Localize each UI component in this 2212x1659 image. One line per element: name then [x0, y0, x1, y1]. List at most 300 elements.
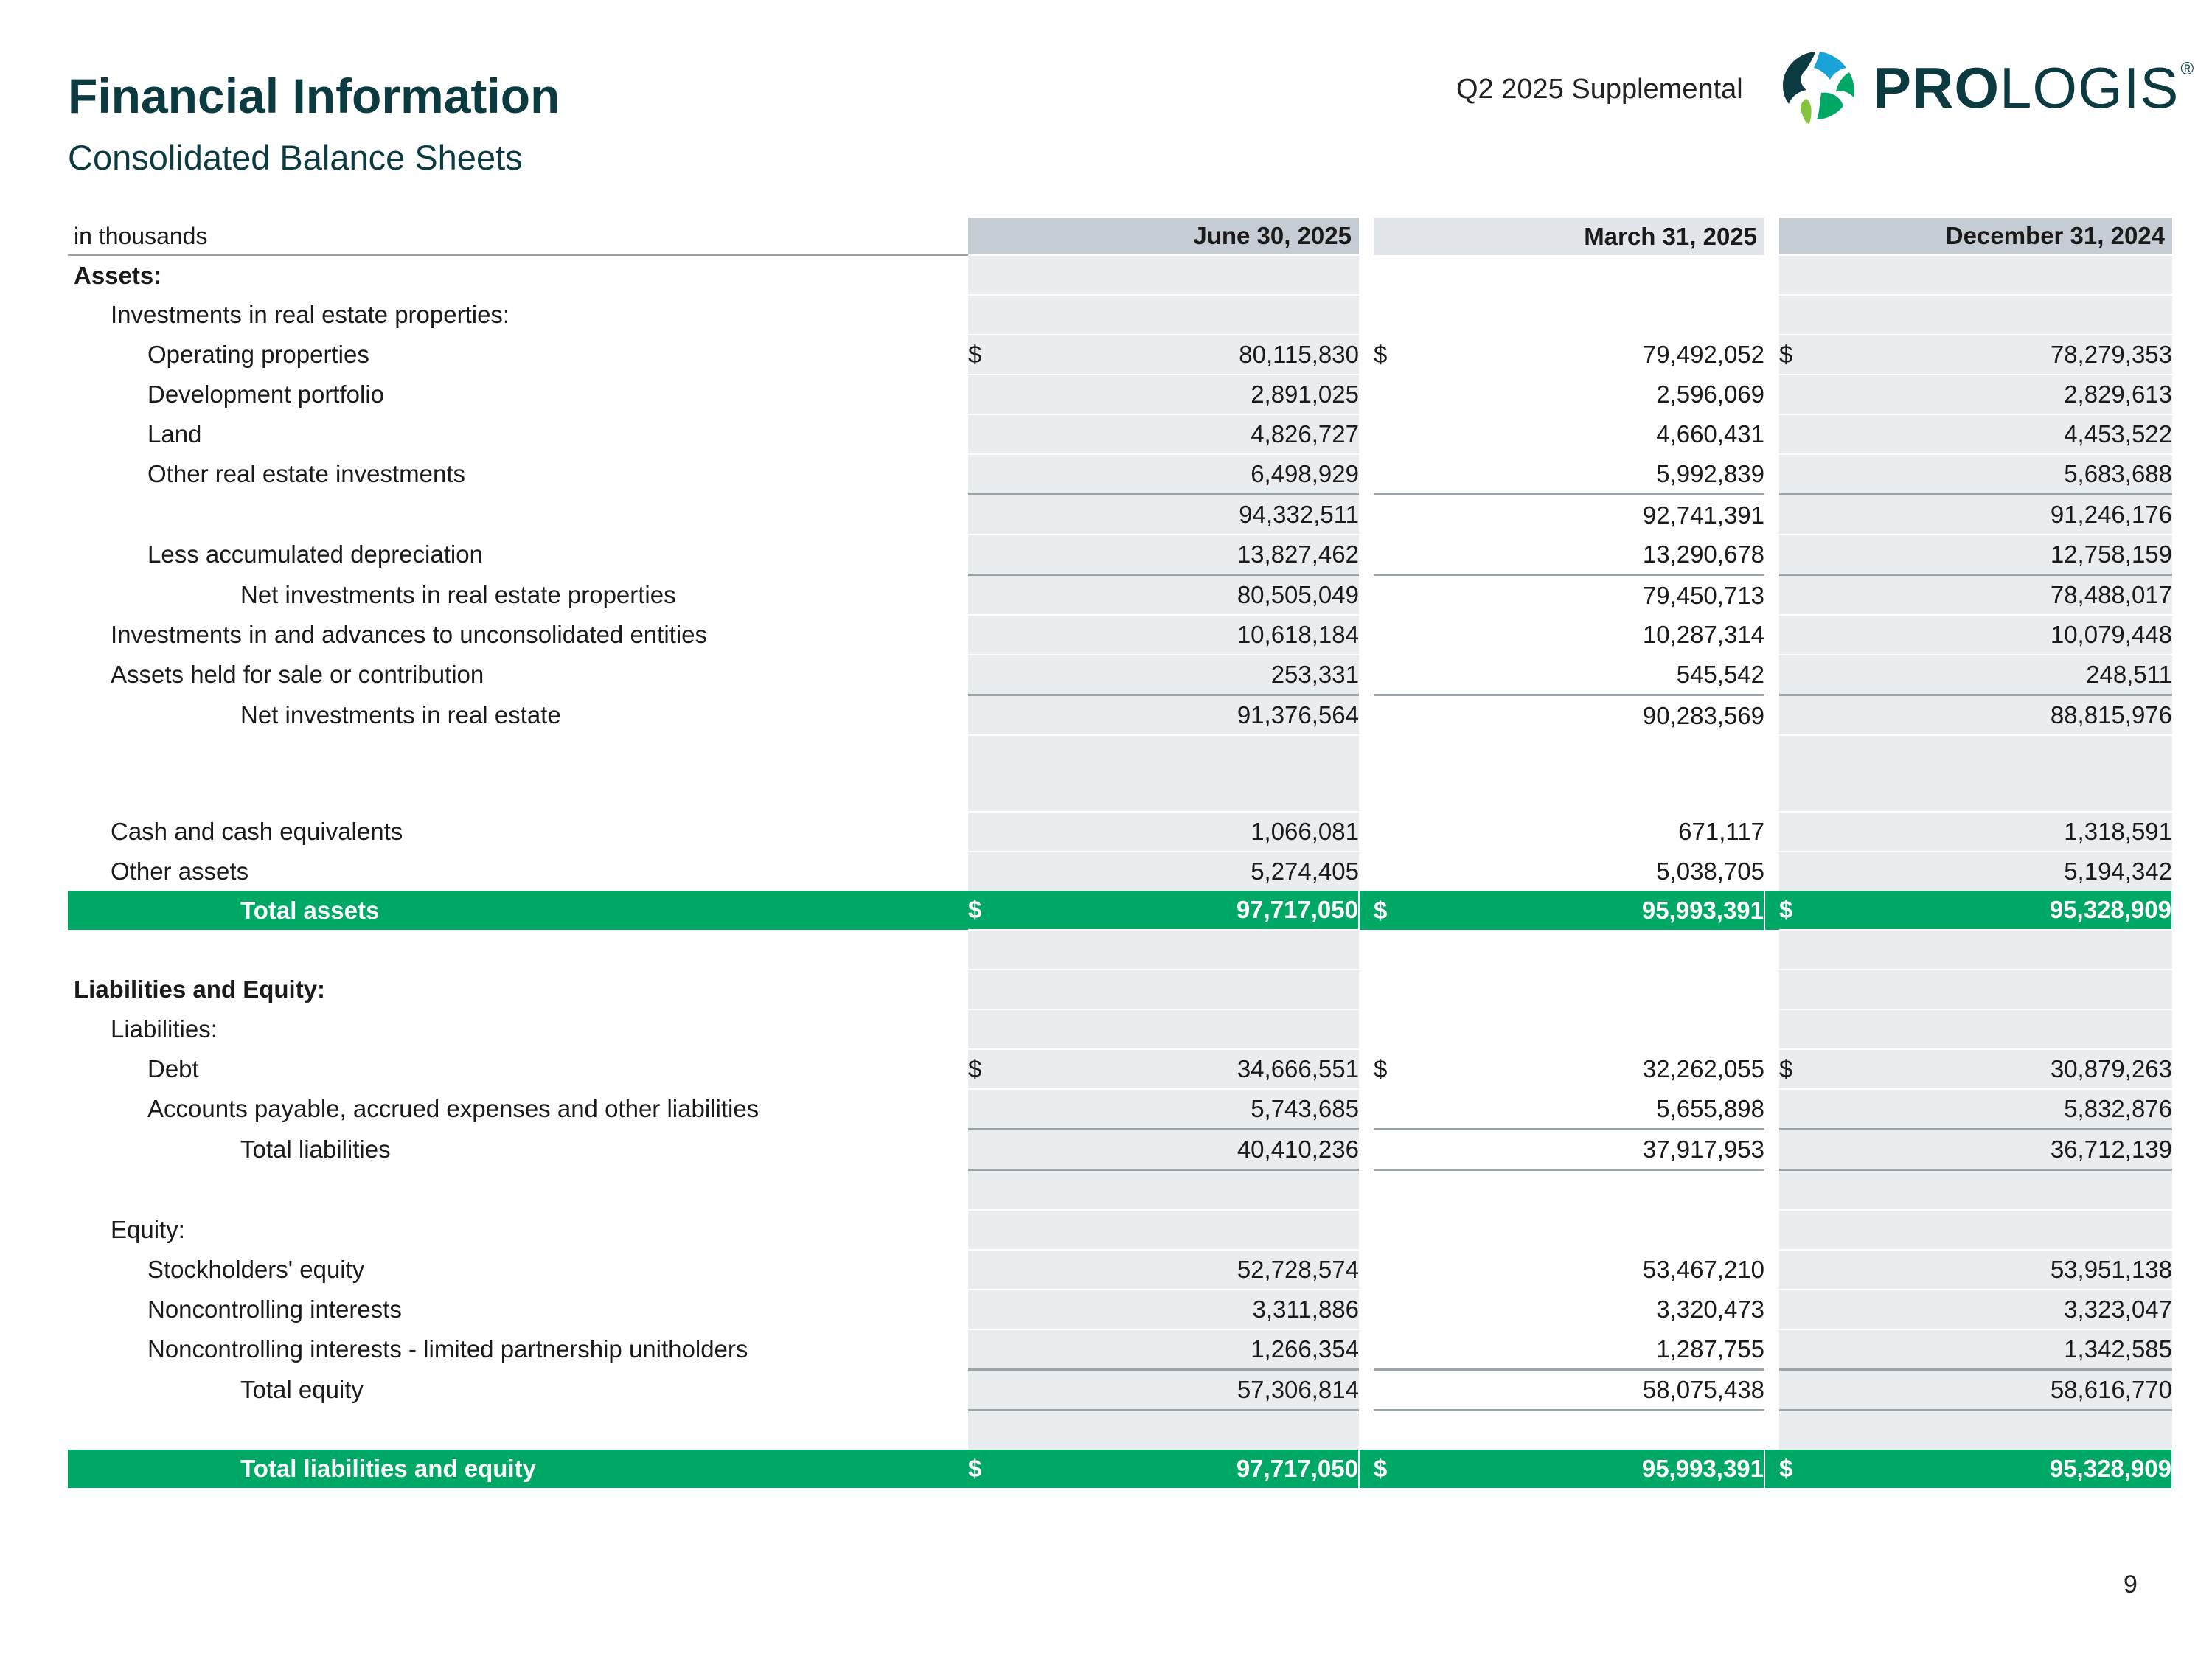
- column-gap: [1359, 1450, 1374, 1488]
- column-gap: [1359, 255, 1374, 295]
- cell-value: [1823, 970, 2172, 1009]
- column-gap: [1359, 1290, 1374, 1329]
- cell-value: 3,323,047: [1823, 1290, 2172, 1329]
- table-row: [68, 1210, 2172, 1250]
- cell-value: 2,829,613: [1823, 375, 2172, 414]
- row-label: [68, 1170, 968, 1211]
- cell-value: 10,287,314: [1418, 615, 1764, 655]
- currency-symbol: [968, 655, 1012, 695]
- row-label: Total assets: [68, 891, 968, 930]
- column-gap: [1359, 295, 1374, 335]
- table-row: [68, 1290, 2172, 1329]
- total-row: [68, 1450, 2172, 1488]
- currency-symbol: [1779, 1210, 1823, 1250]
- currency-symbol: [1779, 414, 1823, 454]
- cell-value: 253,331: [1012, 655, 1359, 695]
- logo-registered-mark: ®: [2180, 59, 2195, 79]
- currency-symbol: [968, 535, 1012, 575]
- currency-symbol: [1374, 1329, 1418, 1370]
- cell-value: 40,410,236: [1012, 1130, 1359, 1170]
- cell-value: 13,290,678: [1418, 535, 1764, 575]
- column-gap: [1359, 812, 1374, 852]
- table-row: [68, 1411, 2172, 1450]
- total-row: [68, 891, 2172, 930]
- currency-symbol: [968, 1290, 1012, 1329]
- row-label: Debt: [147, 1055, 199, 1082]
- currency-symbol: [1779, 375, 1823, 414]
- currency-symbol: [968, 695, 1012, 736]
- row-label: Total liabilities: [240, 1135, 391, 1163]
- cell-value: 79,492,052: [1418, 335, 1764, 375]
- table-row: [68, 1049, 2172, 1089]
- currency-symbol: [1374, 812, 1418, 852]
- logo-bold-text: PRO: [1873, 55, 2000, 120]
- currency-symbol: [1374, 930, 1418, 970]
- cell-value: 2,891,025: [1012, 375, 1359, 414]
- cell-value: 90,283,569: [1418, 695, 1764, 736]
- column-gap: [1764, 1329, 1779, 1370]
- currency-symbol: [1374, 295, 1418, 335]
- table-row: [68, 615, 2172, 655]
- currency-symbol: $: [968, 1450, 1012, 1488]
- row-label: Development portfolio: [147, 380, 385, 408]
- cell-value: 95,328,909: [1823, 1450, 2172, 1488]
- currency-symbol: [1374, 695, 1418, 736]
- cell-value: [1418, 735, 1764, 812]
- column-gap: [1764, 1450, 1779, 1488]
- row-label: Less accumulated depreciation: [147, 540, 483, 568]
- cell-value: 58,616,770: [1823, 1370, 2172, 1411]
- currency-symbol: [968, 1009, 1012, 1049]
- currency-symbol: [968, 414, 1012, 454]
- balance-sheet-table: [68, 218, 2173, 1488]
- column-gap: [1359, 335, 1374, 375]
- currency-symbol: [1779, 1009, 1823, 1049]
- currency-symbol: [1374, 615, 1418, 655]
- column-gap: [1764, 1370, 1779, 1411]
- column-gap: [1359, 454, 1374, 495]
- currency-symbol: [968, 375, 1012, 414]
- row-label: Investments in and advances to unconsolidated entities: [111, 621, 708, 648]
- currency-symbol: [1779, 812, 1823, 852]
- cell-value: [1823, 1411, 2172, 1450]
- cell-value: 95,328,909: [1823, 891, 2172, 930]
- cell-value: 1,266,354: [1012, 1329, 1359, 1370]
- currency-symbol: [1374, 1009, 1418, 1049]
- currency-symbol: [968, 1089, 1012, 1130]
- cell-value: 545,542: [1418, 655, 1764, 695]
- row-label: Accounts payable, accrued expenses and other liabilities: [147, 1095, 759, 1123]
- table-row: [68, 575, 2172, 616]
- cell-value: 5,683,688: [1823, 454, 2172, 495]
- column-gap: [1764, 335, 1779, 375]
- row-label: [68, 495, 968, 535]
- table-row: [68, 1089, 2172, 1130]
- cell-value: [1418, 930, 1764, 970]
- cell-value: 1,342,585: [1823, 1329, 2172, 1370]
- currency-symbol: [1779, 495, 1823, 535]
- currency-symbol: [1374, 414, 1418, 454]
- unit-label: in thousands: [68, 218, 968, 255]
- page-title: Financial Information: [68, 69, 560, 123]
- row-label: Other real estate investments: [147, 460, 466, 488]
- cell-value: [1823, 735, 2172, 812]
- table-row: [68, 852, 2172, 891]
- currency-symbol: [968, 1370, 1012, 1411]
- column-gap: [1359, 575, 1374, 616]
- column-gap: [1359, 1411, 1374, 1450]
- column-gap: [1764, 695, 1779, 736]
- cell-value: 5,194,342: [1823, 852, 2172, 891]
- row-label: Other assets: [111, 857, 249, 885]
- row-label: Stockholders' equity: [147, 1256, 365, 1283]
- column-gap: [1359, 495, 1374, 535]
- column-gap: [1359, 1210, 1374, 1250]
- cell-value: [1012, 970, 1359, 1009]
- cell-value: [1012, 930, 1359, 970]
- column-gap: [1359, 1049, 1374, 1089]
- currency-symbol: [1374, 375, 1418, 414]
- currency-symbol: [968, 970, 1012, 1009]
- column-gap: [1764, 891, 1779, 930]
- table-row: [68, 735, 2172, 812]
- column-gap: [1764, 812, 1779, 852]
- column-gap: [1359, 1170, 1374, 1211]
- cell-value: [1012, 255, 1359, 295]
- currency-symbol: $: [1374, 335, 1418, 375]
- page-subtitle: Consolidated Balance Sheets: [68, 138, 523, 177]
- cell-value: 80,115,830: [1012, 335, 1359, 375]
- cell-value: 4,660,431: [1418, 414, 1764, 454]
- cell-value: [1012, 1210, 1359, 1250]
- currency-symbol: $: [1779, 1450, 1823, 1488]
- cell-value: 53,951,138: [1823, 1250, 2172, 1290]
- currency-symbol: [1779, 575, 1823, 616]
- currency-symbol: [1779, 655, 1823, 695]
- currency-symbol: [1374, 454, 1418, 495]
- column-header: June 30, 2025: [968, 218, 1359, 255]
- cell-value: [1823, 295, 2172, 335]
- cell-value: [1418, 1009, 1764, 1049]
- row-label: Assets held for sale or contribution: [111, 661, 484, 689]
- column-gap: [1764, 1411, 1779, 1450]
- column-gap: [1359, 930, 1374, 970]
- cell-value: 37,917,953: [1418, 1130, 1764, 1170]
- currency-symbol: [968, 255, 1012, 295]
- cell-value: 92,741,391: [1418, 495, 1764, 535]
- currency-symbol: [1374, 1089, 1418, 1130]
- cell-value: 10,618,184: [1012, 615, 1359, 655]
- currency-symbol: $: [968, 1049, 1012, 1089]
- column-gap: [1764, 1210, 1779, 1250]
- currency-symbol: $: [1374, 891, 1418, 930]
- row-label: Assets:: [74, 261, 162, 289]
- table-row: [68, 1009, 2172, 1049]
- cell-value: 5,274,405: [1012, 852, 1359, 891]
- cell-value: [1823, 1210, 2172, 1250]
- cell-value: [1418, 255, 1764, 295]
- currency-symbol: [1779, 970, 1823, 1009]
- column-gap: [1764, 970, 1779, 1009]
- row-label: Land: [147, 420, 202, 448]
- table-row: [68, 535, 2172, 575]
- cell-value: [1012, 1411, 1359, 1450]
- column-gap: [1764, 295, 1779, 335]
- currency-symbol: [1374, 655, 1418, 695]
- currency-symbol: $: [1779, 891, 1823, 930]
- currency-symbol: [1779, 454, 1823, 495]
- cell-value: 78,488,017: [1823, 575, 2172, 616]
- row-label: Net investments in real estate properties: [240, 580, 676, 608]
- column-gap: [1359, 1089, 1374, 1130]
- currency-symbol: [968, 1411, 1012, 1450]
- cell-value: 5,655,898: [1418, 1089, 1764, 1130]
- cell-value: 97,717,050: [1012, 891, 1359, 930]
- cell-value: [1823, 1170, 2172, 1211]
- currency-symbol: [1779, 1290, 1823, 1329]
- row-label: [68, 1411, 968, 1450]
- cell-value: 97,717,050: [1012, 1450, 1359, 1488]
- currency-symbol: [1779, 1329, 1823, 1370]
- column-gap: [1359, 1250, 1374, 1290]
- currency-symbol: [968, 812, 1012, 852]
- row-label: [68, 735, 968, 812]
- currency-symbol: [968, 575, 1012, 616]
- cell-value: 2,596,069: [1418, 375, 1764, 414]
- cell-value: [1823, 930, 2172, 970]
- table-row: [68, 1130, 2172, 1170]
- currency-symbol: [968, 1130, 1012, 1170]
- currency-symbol: [1779, 1370, 1823, 1411]
- currency-symbol: $: [1374, 1049, 1418, 1089]
- column-gap: [1764, 1130, 1779, 1170]
- cell-value: [1418, 970, 1764, 1009]
- logo-light-text: LOGIS: [2000, 55, 2180, 120]
- currency-symbol: $: [1779, 1049, 1823, 1089]
- cell-value: 80,505,049: [1012, 575, 1359, 616]
- currency-symbol: [968, 615, 1012, 655]
- cell-value: 53,467,210: [1418, 1250, 1764, 1290]
- table-row: [68, 930, 2172, 970]
- currency-symbol: [968, 1250, 1012, 1290]
- cell-value: 91,246,176: [1823, 495, 2172, 535]
- column-header: December 31, 2024: [1779, 218, 2172, 255]
- currency-symbol: [1779, 615, 1823, 655]
- cell-value: 10,079,448: [1823, 615, 2172, 655]
- column-gap: [1764, 615, 1779, 655]
- column-gap: [1764, 1089, 1779, 1130]
- column-gap: [1359, 1329, 1374, 1370]
- column-gap: [1764, 1009, 1779, 1049]
- column-gap: [1764, 218, 1779, 255]
- table-row: [68, 1329, 2172, 1370]
- cell-value: 88,815,976: [1823, 695, 2172, 736]
- row-label: Net investments in real estate: [240, 700, 561, 728]
- column-gap: [1764, 255, 1779, 295]
- cell-value: 32,262,055: [1418, 1049, 1764, 1089]
- column-gap: [1764, 1290, 1779, 1329]
- cell-value: 52,728,574: [1012, 1250, 1359, 1290]
- row-label: Noncontrolling interests - limited partnership unitholders: [147, 1335, 748, 1363]
- cell-value: 5,038,705: [1418, 852, 1764, 891]
- cell-value: 3,311,886: [1012, 1290, 1359, 1329]
- currency-symbol: [1374, 1370, 1418, 1411]
- row-label: Total equity: [240, 1376, 364, 1403]
- cell-value: 1,066,081: [1012, 812, 1359, 852]
- prologis-logo: [1873, 55, 2194, 122]
- cell-value: 5,743,685: [1012, 1089, 1359, 1130]
- column-gap: [1359, 852, 1374, 891]
- cell-value: 5,992,839: [1418, 454, 1764, 495]
- cell-value: [1012, 295, 1359, 335]
- currency-symbol: [1779, 1089, 1823, 1130]
- column-gap: [1359, 414, 1374, 454]
- cell-value: 1,318,591: [1823, 812, 2172, 852]
- cell-value: 4,453,522: [1823, 414, 2172, 454]
- prologis-globe-icon: [1777, 47, 1860, 128]
- currency-symbol: [1374, 735, 1418, 812]
- currency-symbol: [1374, 1130, 1418, 1170]
- currency-symbol: [1779, 735, 1823, 812]
- cell-value: [1823, 255, 2172, 295]
- table-row: [68, 454, 2172, 495]
- currency-symbol: [1374, 970, 1418, 1009]
- column-gap: [1764, 1250, 1779, 1290]
- column-gap: [1764, 575, 1779, 616]
- table-row: [68, 812, 2172, 852]
- column-gap: [1764, 852, 1779, 891]
- table-header-row: [68, 218, 2172, 255]
- currency-symbol: [1374, 535, 1418, 575]
- row-label: Total liabilities and equity: [68, 1450, 968, 1488]
- currency-symbol: [1779, 1411, 1823, 1450]
- currency-symbol: [1779, 295, 1823, 335]
- column-gap: [1359, 735, 1374, 812]
- cell-value: 12,758,159: [1823, 535, 2172, 575]
- cell-value: 30,879,263: [1823, 1049, 2172, 1089]
- cell-value: 248,511: [1823, 655, 2172, 695]
- cell-value: 95,993,391: [1418, 891, 1764, 930]
- column-gap: [1359, 218, 1374, 255]
- currency-symbol: [1374, 1290, 1418, 1329]
- table-row: [68, 255, 2172, 295]
- currency-symbol: [968, 735, 1012, 812]
- cell-value: [1012, 735, 1359, 812]
- table-row: [68, 655, 2172, 695]
- cell-value: 671,117: [1418, 812, 1764, 852]
- column-gap: [1764, 454, 1779, 495]
- currency-symbol: [968, 495, 1012, 535]
- table-row: [68, 970, 2172, 1009]
- column-gap: [1764, 414, 1779, 454]
- currency-symbol: [1374, 1250, 1418, 1290]
- cell-value: 36,712,139: [1823, 1130, 2172, 1170]
- currency-symbol: [968, 1210, 1012, 1250]
- currency-symbol: [1779, 1250, 1823, 1290]
- cell-value: 91,376,564: [1012, 695, 1359, 736]
- cell-value: 5,832,876: [1823, 1089, 2172, 1130]
- cell-value: 1,287,755: [1418, 1329, 1764, 1370]
- table-row: [68, 1170, 2172, 1211]
- table-row: [68, 1370, 2172, 1411]
- currency-symbol: [1374, 1170, 1418, 1211]
- row-label: Liabilities and Equity:: [74, 975, 326, 1003]
- column-gap: [1359, 655, 1374, 695]
- cell-value: [1823, 1009, 2172, 1049]
- currency-symbol: $: [1374, 1450, 1418, 1488]
- cell-value: 94,332,511: [1012, 495, 1359, 535]
- cell-value: 78,279,353: [1823, 335, 2172, 375]
- cell-value: [1418, 1210, 1764, 1250]
- currency-symbol: $: [968, 891, 1012, 930]
- column-gap: [1359, 1009, 1374, 1049]
- column-gap: [1764, 655, 1779, 695]
- column-gap: [1359, 695, 1374, 736]
- row-label: Noncontrolling interests: [147, 1295, 402, 1323]
- cell-value: 34,666,551: [1012, 1049, 1359, 1089]
- cell-value: [1012, 1170, 1359, 1211]
- cell-value: 79,450,713: [1418, 575, 1764, 616]
- column-header: March 31, 2025: [1374, 218, 1764, 255]
- currency-symbol: [1374, 1210, 1418, 1250]
- row-label: Liabilities:: [111, 1015, 218, 1043]
- column-gap: [1764, 375, 1779, 414]
- cell-value: 13,827,462: [1012, 535, 1359, 575]
- currency-symbol: [1779, 930, 1823, 970]
- column-gap: [1359, 1130, 1374, 1170]
- table-row: [68, 295, 2172, 335]
- column-gap: [1764, 535, 1779, 575]
- currency-symbol: [1374, 255, 1418, 295]
- column-gap: [1359, 1370, 1374, 1411]
- cell-value: [1418, 1170, 1764, 1211]
- currency-symbol: [1779, 1130, 1823, 1170]
- table-row: [68, 375, 2172, 414]
- cell-value: 95,993,391: [1418, 1450, 1764, 1488]
- page-number: 9: [2124, 1571, 2138, 1599]
- currency-symbol: [1779, 255, 1823, 295]
- currency-symbol: $: [968, 335, 1012, 375]
- table-row: [68, 695, 2172, 736]
- cell-value: 57,306,814: [1012, 1370, 1359, 1411]
- table-row: [68, 335, 2172, 375]
- column-gap: [1764, 735, 1779, 812]
- cell-value: [1418, 295, 1764, 335]
- column-gap: [1764, 1170, 1779, 1211]
- column-gap: [1359, 891, 1374, 930]
- column-gap: [1764, 495, 1779, 535]
- column-gap: [1764, 1049, 1779, 1089]
- column-gap: [1359, 535, 1374, 575]
- row-label: Cash and cash equivalents: [111, 818, 403, 845]
- column-gap: [1764, 930, 1779, 970]
- supplemental-label: Q2 2025 Supplemental: [1456, 74, 1743, 105]
- table-row: [68, 414, 2172, 454]
- cell-value: 6,498,929: [1012, 454, 1359, 495]
- cell-value: 58,075,438: [1418, 1370, 1764, 1411]
- cell-value: 4,826,727: [1012, 414, 1359, 454]
- column-gap: [1359, 375, 1374, 414]
- currency-symbol: [1374, 575, 1418, 616]
- currency-symbol: [968, 454, 1012, 495]
- currency-symbol: [1779, 695, 1823, 736]
- row-label: [68, 930, 968, 970]
- cell-value: [1418, 1411, 1764, 1450]
- currency-symbol: [1779, 852, 1823, 891]
- currency-symbol: [1779, 535, 1823, 575]
- column-gap: [1359, 970, 1374, 1009]
- currency-symbol: [1374, 495, 1418, 535]
